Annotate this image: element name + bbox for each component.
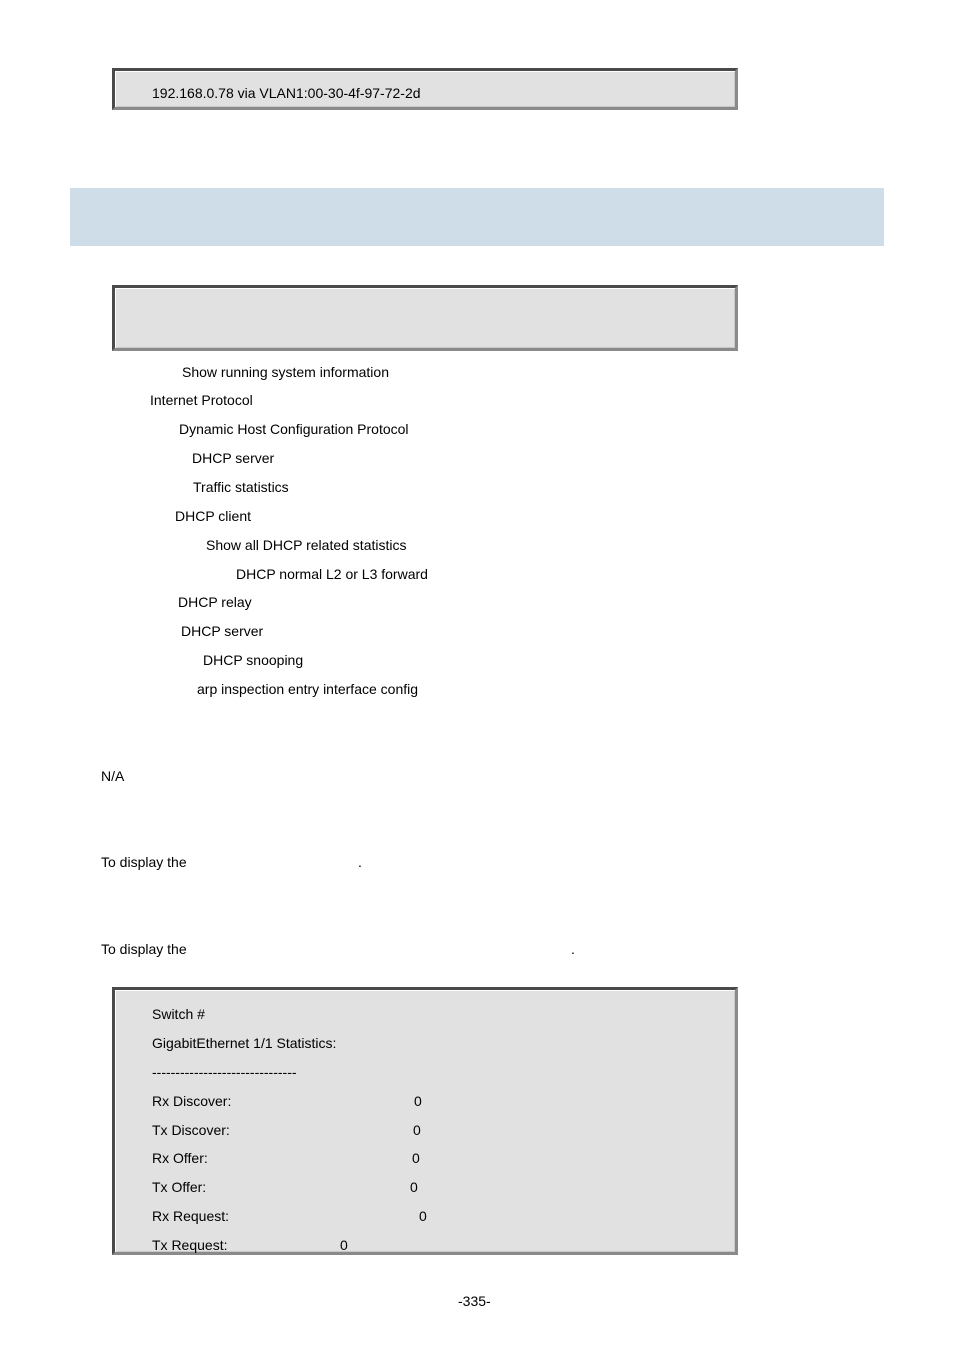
- command-box: [112, 285, 738, 351]
- stat-value: 0: [410, 1179, 418, 1195]
- stat-value: 0: [414, 1093, 422, 1109]
- stat-label: Tx Request:: [152, 1237, 228, 1253]
- stat-label: Rx Offer:: [152, 1150, 208, 1166]
- param-description: arp inspection entry interface config: [197, 681, 419, 697]
- page-number: -335-: [458, 1293, 491, 1309]
- param-description: DHCP client: [175, 508, 251, 524]
- param-description: DHCP normal L2 or L3 forward: [236, 566, 428, 582]
- stat-value: 0: [412, 1150, 420, 1166]
- param-description: DHCP relay: [178, 594, 252, 610]
- default-value: N/A: [101, 768, 125, 784]
- param-description: Traffic statistics: [193, 479, 289, 495]
- param-description: Internet Protocol: [150, 392, 253, 408]
- section-heading-band: [70, 188, 884, 246]
- stat-value: 0: [419, 1208, 427, 1224]
- code-line: 192.168.0.78 via VLAN1:00-30-4f-97-72-2d: [152, 85, 421, 101]
- output-heading: GigabitEthernet 1/1 Statistics:: [152, 1035, 337, 1051]
- example-output-box: [112, 987, 738, 1255]
- stat-value: 0: [340, 1237, 348, 1253]
- example-text: To display the: [101, 941, 187, 957]
- example-period: .: [571, 941, 575, 957]
- param-description: Show running system information: [182, 364, 389, 380]
- stat-label: Rx Request:: [152, 1208, 230, 1224]
- stat-label: Tx Discover:: [152, 1122, 230, 1138]
- param-description: DHCP server: [181, 623, 264, 639]
- stat-label: Tx Offer:: [152, 1179, 207, 1195]
- output-prompt: Switch #: [152, 1006, 205, 1022]
- param-description: DHCP server: [192, 450, 275, 466]
- param-description: Show all DHCP related statistics: [206, 537, 407, 553]
- usage-period: .: [358, 854, 362, 870]
- stat-value: 0: [413, 1122, 421, 1138]
- usage-text: To display the: [101, 854, 187, 870]
- output-separator: -------------------------------: [152, 1064, 297, 1080]
- param-description: DHCP snooping: [203, 652, 304, 668]
- param-description: Dynamic Host Configuration Protocol: [179, 421, 409, 437]
- top-code-box: [112, 68, 738, 110]
- stat-label: Rx Discover:: [152, 1093, 232, 1109]
